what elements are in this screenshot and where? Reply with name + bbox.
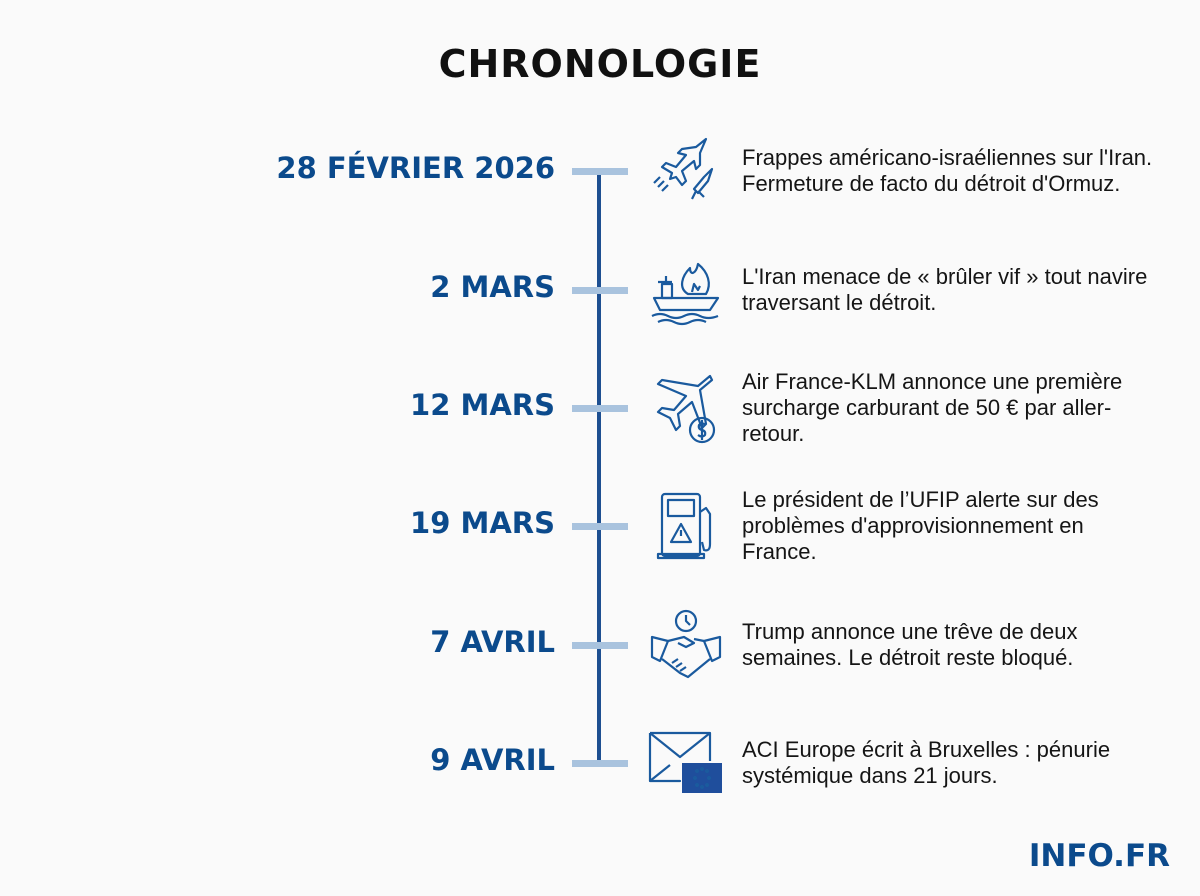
fuel-pump-warning-icon [648,488,724,564]
brand-logo: INFO.FR [1028,838,1170,874]
timeline-tick [572,287,628,294]
event-description: Air France-KLM annonce une première surcharge carburant de 50 € par aller-retour. [742,369,1123,446]
event-date: 19 MARS [410,506,555,540]
plane-dollar-icon [648,370,724,446]
envelope-eu-flag-icon [648,725,724,801]
handshake-clock-icon [648,607,724,683]
event-description: Frappes américano-israéliennes sur l'Iran. Fermeture de facto du détroit d'Ormuz. [742,145,1153,196]
burning-ship-icon [648,252,724,328]
timeline-axis [597,171,601,763]
fighter-jet-missile-icon [648,133,724,209]
event-date: 9 AVRIL [430,743,555,777]
event-date: 12 MARS [410,388,555,422]
timeline-tick [572,523,628,530]
event-date: 7 AVRIL [430,625,555,659]
event-description: ACI Europe écrit à Bruxelles : pénurie systémique dans 21 jours. [742,737,1111,788]
event-description: Le président de l’UFIP alerte sur des problèmes d'approvisionnement en France. [742,487,1099,564]
timeline-tick [572,760,628,767]
timeline-tick [572,405,628,412]
event-description: L'Iran menace de « brûler vif » tout navire traversant le détroit. [742,264,1148,315]
timeline-tick [572,642,628,649]
timeline-tick [572,168,628,175]
page-title: CHRONOLOGIE [438,42,762,86]
event-date: 2 MARS [430,270,555,304]
event-description: Trump annonce une trêve de deux semaines. Le détroit reste bloqué. [742,619,1078,670]
event-date: 28 FÉVRIER 2026 [276,151,555,185]
